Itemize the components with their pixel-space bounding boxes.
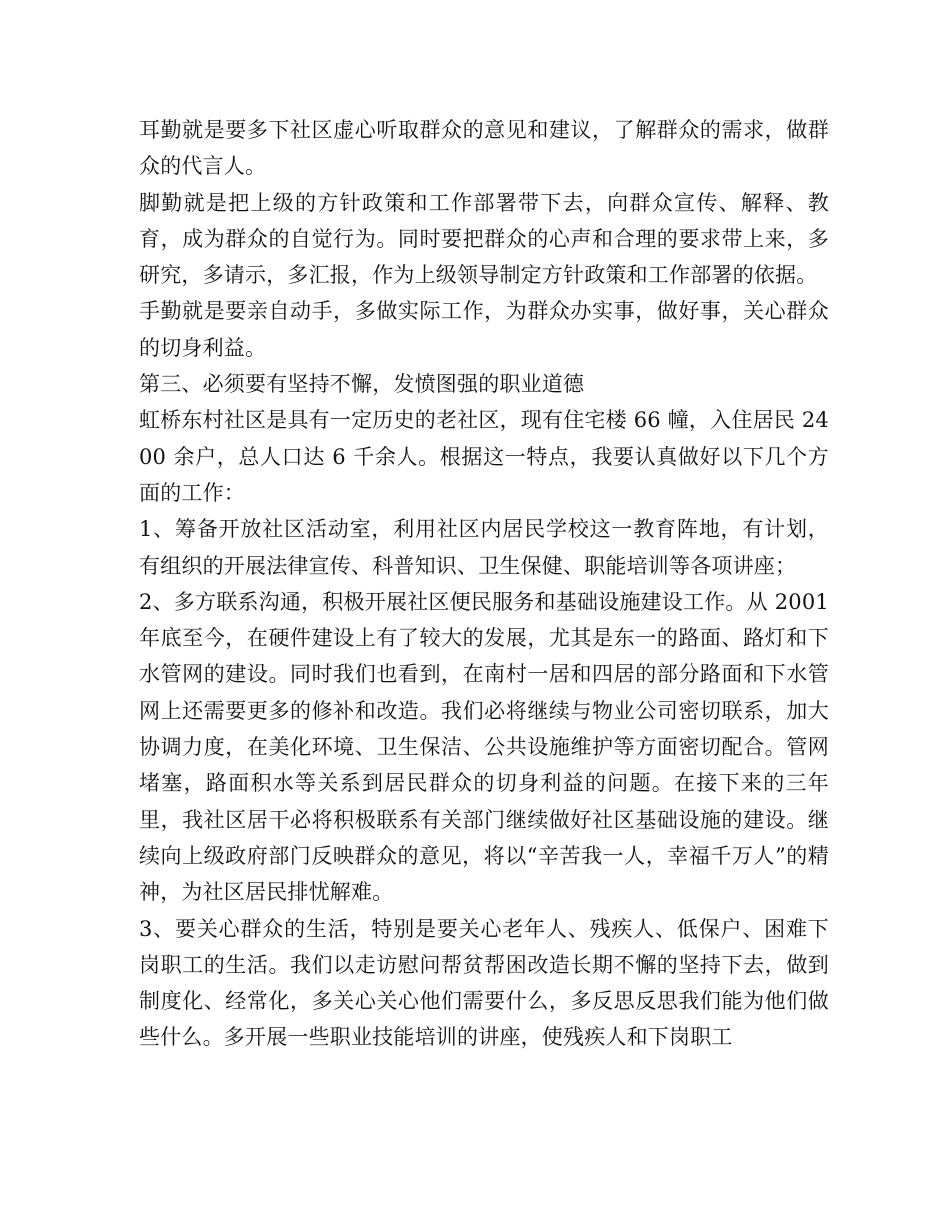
list-item-3: 3、要关心群众的生活，特别是要关心老年人、残疾人、低保户、困难下岗职工的生活。我们以走访慰问帮贫帮困改造长期不懈的坚持下去，做到制度化、经常化，多关心关心他们需要什么，多反思反思我们能为他们做些什么。多开展一些职业技能培训的讲座，使残疾人和下岗职工 [139, 916, 829, 1050]
list-item-1: 1、筹备开放社区活动室，利用社区内居民学校这一教育阵地，有计划，有组织的开展法律宣传、科普知识、卫生保健、职能培训等各项讲座； [139, 517, 829, 578]
paragraph-foot-diligence: 脚勤就是把上级的方针政策和工作部署带下去，向群众宣传、解释、教育，成为群众的自觉行为。同时要把群众的心声和合理的要求带上来，多研究，多请示，多汇报，作为上级领导制定方针政策和工作部署的依据。 [139, 190, 829, 288]
list-item-2: 2、多方联系沟通，积极开展社区便民服务和基础设施建设工作。从 2001 年底至今，在硬件建设上有了较大的发展，尤其是东一的路面、路灯和下水管网的建设。同时我们也看到，在南村一居和四居的部分路面和下水管网上还需要更多的修补和改造。我们必将继续与物业公司密切联系，加大协调力度，在美化环境、卫生保洁、公共设施维护等方面密切配合。管网堵塞，路面积水等关系到居民群众的切身利益的问题。在接下来的三年里，我社区居干必将积极联系有关部门继续做好社区基础设施的建设。继续向上级政府部门反映群众的意见，将以“辛苦我一人，幸福千万人”的精神，为社区居民排忧解难。 [139, 589, 829, 905]
paragraph-hand-diligence: 手勤就是要亲自动手，多做实际工作，为群众办实事，做好事，关心群众的切身利益。 [139, 299, 829, 360]
paragraph-ear-diligence: 耳勤就是要多下社区虚心听取群众的意见和建议，了解群众的需求，做群众的代言人。 [139, 118, 829, 179]
paragraph-community-overview: 虹桥东村社区是具有一定历史的老社区，现有住宅楼 66 幢，入住居民 2400 余户，总人口达 6 千余人。根据这一特点，我要认真做好以下几个方面的工作： [139, 408, 829, 505]
section-heading-third: 第三、必须要有坚持不懈，发愤图强的职业道德 [139, 372, 585, 397]
document-body [139, 112, 829, 1056]
